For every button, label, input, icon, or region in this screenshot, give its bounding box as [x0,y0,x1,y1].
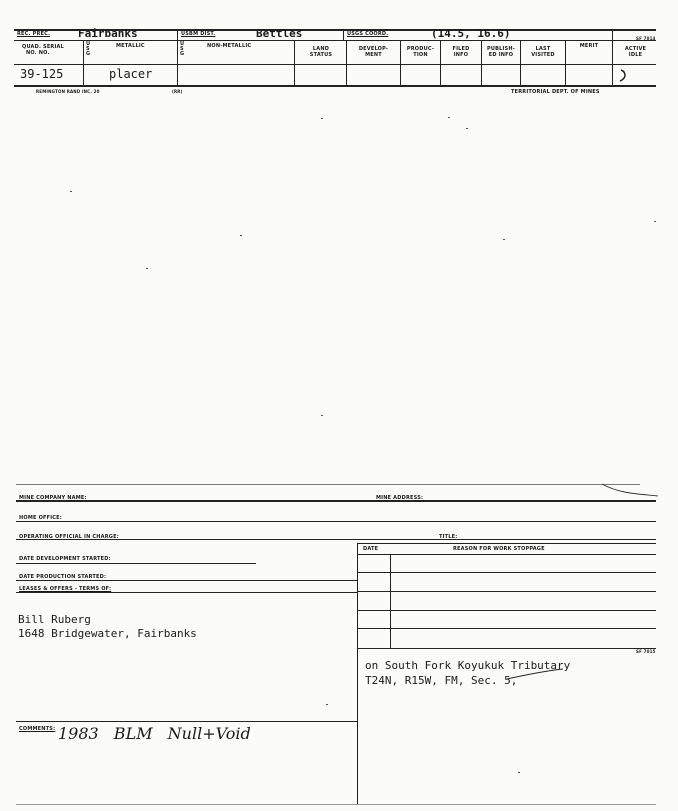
mine-address-label: MINE ADDRESS: [376,495,424,501]
speck [518,772,520,773]
non-metallic-label: NON-METALLIC [207,43,252,49]
quad-serial-label: QUAD. SERIAL [22,44,64,50]
lessee-address: 1648 Bridgewater, Fairbanks [18,627,197,640]
speck [146,268,148,269]
comment-handwritten: 1983 BLM Null+Void [58,724,251,743]
header-divider [83,40,84,87]
rule-comments [16,721,358,722]
speck [70,191,72,192]
header-divider [294,40,295,87]
usg-letters: U S G [86,41,91,57]
speck [321,118,323,119]
location-line-2: T24N, R15W, FM, Sec. 5, [365,674,518,687]
speck [448,117,450,118]
last-visited-label: LAST VISITED [531,46,555,58]
rule-table-top [358,543,656,544]
usgs-coord-label: USGS COORD. [347,31,389,37]
rule-company [16,500,656,502]
usbm-dist-label: USBM DIST. [181,31,216,37]
date-production-label: DATE PRODUCTION STARTED: [19,574,107,580]
center-divider [357,543,358,805]
card-edge [16,484,640,485]
form-number-2: SF 7015 [636,649,656,654]
rec-prec-value: Fairbanks [78,27,138,40]
leases-label: LEASES & OFFERS - TERMS OF: [19,586,112,592]
land-status-label: LAND STATUS [309,46,333,58]
card-corner-curl [600,480,660,500]
filed-info-label: FILED INFO [452,46,470,58]
home-office-label: HOME OFFICE: [19,515,62,521]
table-divider [390,554,391,648]
speck [240,235,242,236]
comments-label: COMMENTS: [19,726,56,732]
footer-printer: REMINGTON RAND INC. 20 [36,89,100,94]
footer-mark: (RR) [172,89,183,94]
active-checkmark-icon [616,68,630,84]
operating-official-label: OPERATING OFFICIAL IN CHARGE: [19,534,119,540]
rule-prod-started [16,580,358,581]
usbm-dist-value: Bettles [256,27,303,40]
active-idle-label: ACTIVE IDLE [624,46,647,58]
date-column-label: DATE [363,546,379,552]
speck [654,221,656,222]
rule-table [358,591,656,592]
rule-dev-started [16,563,256,564]
footer-dept: TERRITORIAL DEPT. OF MINES [511,89,600,95]
underline-stroke [505,667,565,687]
rule-table [358,610,656,611]
form-number: SF 7014 [636,36,656,41]
metallic-value: placer [109,67,153,81]
header-divider [343,29,344,41]
rule-home [16,521,656,522]
header-divider [177,29,178,87]
mine-company-label: MINE COMPANY NAME: [19,495,87,501]
date-development-label: DATE DEVELOPMENT STARTED: [19,556,111,562]
merit-label: MERIT [579,43,599,49]
speck [466,128,468,129]
card-bottom-edge [16,804,656,805]
header-rule-1 [14,40,656,41]
reason-column-label: REASON FOR WORK STOPPAGE [453,546,545,552]
quad-serial-value: 39-125 [20,67,64,81]
development-label: DEVELOP- MENT [358,46,389,58]
rule-table [358,572,656,573]
rule-table [358,628,656,629]
rule-table [358,648,656,649]
usg-letters: U S G [180,41,185,57]
rule-leases [16,592,358,593]
rec-prec-label: REC. PREC. [17,31,51,37]
metallic-label: METALLIC [116,43,145,49]
rule-table [358,554,656,555]
header-bottom-rule [14,85,656,87]
speck [321,415,323,416]
no-no-label: NO. NO. [26,50,50,56]
header-rule-2 [14,64,656,65]
published-info-label: PUBLISH- ED INFO [486,46,516,58]
lessee-name: Bill Ruberg [18,613,91,626]
speck [326,704,328,705]
location-line-1: on South Fork Koyukuk Tributary [365,659,571,672]
production-label: PRODUC- TION [406,46,435,58]
speck [503,239,505,240]
usgs-coord-value: (14.5, 16.6) [431,27,511,40]
title-label: TITLE: [439,534,458,540]
